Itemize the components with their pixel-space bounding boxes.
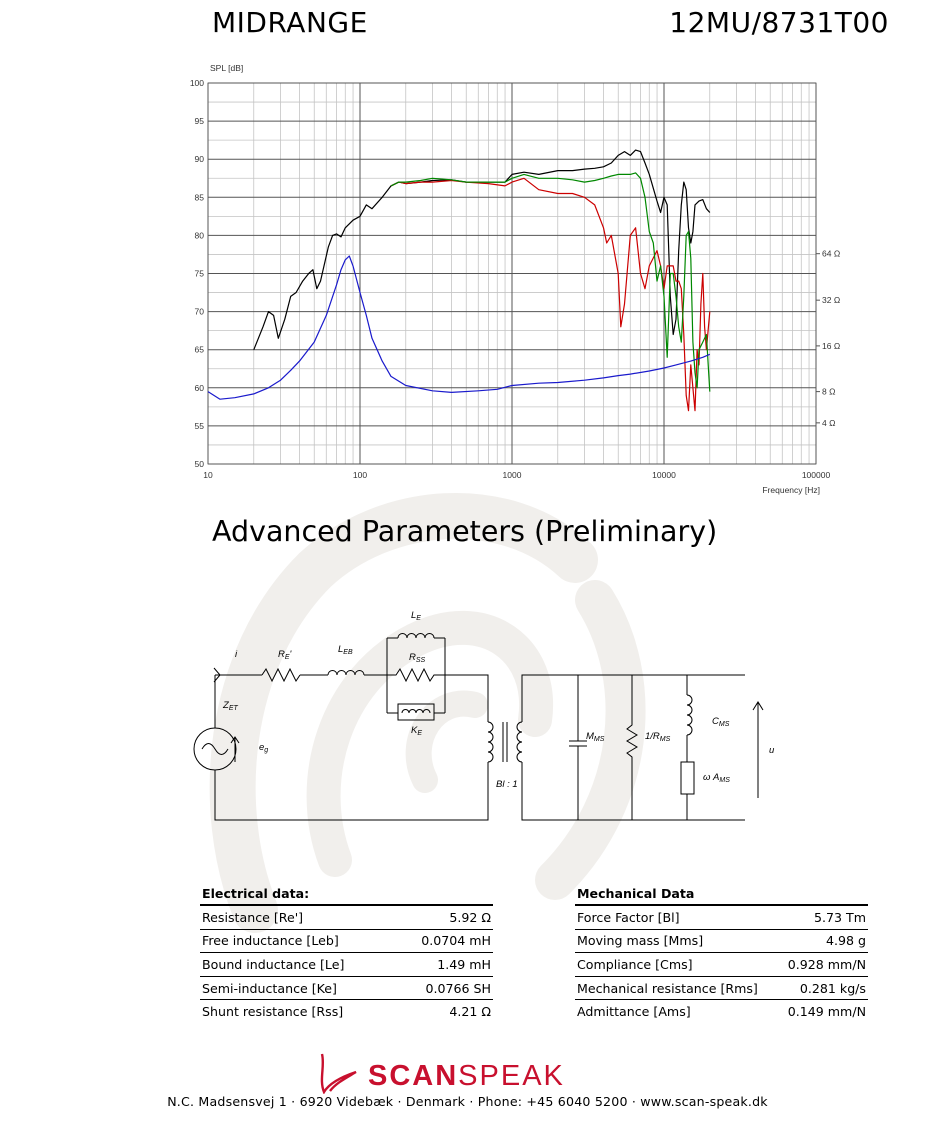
- param-value: 1.49 mH: [395, 953, 493, 977]
- data-row: [200, 953, 493, 977]
- le-label: $L_E$: [411, 610, 421, 622]
- electrical-data-title: Electrical data:: [202, 885, 310, 901]
- impedance-tick-label: 64 Ω: [822, 248, 841, 259]
- y-tick-label: 65: [194, 344, 204, 355]
- ams-label: ω $A_{MS}$: [703, 772, 730, 784]
- current-label: i: [235, 649, 238, 660]
- logo-swoosh-icon: [322, 1054, 356, 1092]
- re-label: $R_E'$: [278, 649, 292, 661]
- param-value: 0.0704 mH: [395, 929, 493, 953]
- data-row: [200, 976, 493, 1000]
- x-tick-labels: [203, 470, 830, 480]
- product-model-number: 12MU/8731T00: [669, 6, 889, 39]
- mms-label: $M_{MS}$: [586, 731, 605, 743]
- cms-label: $C_{MS}$: [712, 716, 730, 728]
- mechanical-data-title: Mechanical Data: [577, 885, 695, 901]
- y-tick-label: 100: [189, 78, 204, 88]
- section-heading: Advanced Parameters (Preliminary): [212, 515, 718, 548]
- impedance-tick-label: 16 Ω: [822, 340, 841, 351]
- x-tick-label: 100: [352, 470, 368, 480]
- y-tick-labels: [190, 78, 204, 469]
- velocity-label: u: [769, 745, 775, 756]
- param-label: Shunt resistance [Rss]: [200, 1000, 395, 1023]
- ke-label: $K_E$: [411, 725, 423, 737]
- param-value: 5.73 Tm: [778, 905, 868, 929]
- y-tick-label: 50: [194, 459, 204, 469]
- x-axis-label: Frequency [Hz]: [762, 485, 820, 495]
- param-label: Resistance [Re']: [200, 905, 395, 929]
- scanspeak-logo: [316, 1052, 626, 1094]
- y-tick-label: 85: [194, 192, 204, 203]
- data-row: [575, 905, 868, 929]
- data-row: [200, 929, 493, 953]
- x-tick-label: 1000: [502, 470, 522, 480]
- impedance-tick-label: 32 Ω: [822, 295, 841, 306]
- param-label: Bound inductance [Le]: [200, 953, 395, 977]
- impedance-tick-labels: [816, 249, 840, 428]
- param-label: Force Factor [Bl]: [575, 905, 778, 929]
- param-value: 0.281 kg/s: [778, 976, 868, 1000]
- bl-label: Bl : 1: [496, 779, 518, 790]
- mechanical-data-table: [575, 882, 868, 1023]
- param-value: 4.98 g: [778, 929, 868, 953]
- brand-name-light: SPEAK: [458, 1060, 565, 1092]
- electrical-data-table: [200, 882, 493, 1023]
- equivalent-circuit-diagram: [180, 600, 780, 830]
- y-tick-label: 60: [194, 382, 204, 393]
- data-row: [575, 1000, 868, 1023]
- y-axis-label: SPL [dB]: [210, 63, 244, 73]
- product-category-title: MIDRANGE: [212, 6, 368, 39]
- param-label: Semi-inductance [Ke]: [200, 976, 395, 1000]
- param-label: Moving mass [Mms]: [575, 929, 778, 953]
- param-value: 0.928 mm/N: [778, 953, 868, 977]
- y-tick-label: 70: [194, 306, 204, 317]
- svg-text:SCANSPEAK: [368, 1060, 565, 1092]
- param-label: Compliance [Cms]: [575, 953, 778, 977]
- y-tick-label: 90: [194, 154, 204, 165]
- brand-name-bold: SCAN: [368, 1060, 459, 1092]
- leb-label: $L_{EB}$: [338, 644, 353, 656]
- x-tick-label: 100000: [801, 470, 831, 480]
- x-tick-label: 10000: [652, 470, 676, 480]
- param-label: Admittance [Ams]: [575, 1000, 778, 1023]
- zet-label: $Z_{ET}$: [223, 700, 238, 712]
- param-value: 4.21 Ω: [395, 1000, 493, 1023]
- data-row: [200, 1000, 493, 1023]
- data-row: [575, 929, 868, 953]
- param-label: Mechanical resistance [Rms]: [575, 976, 778, 1000]
- param-value: 0.0766 SH: [395, 976, 493, 1000]
- footer-contact: N.C. Madsensvej 1 · 6920 Videbæk · Denmark · Phone: +45 6040 5200 · www.scan-speak.dk: [167, 1094, 768, 1109]
- data-row: [575, 953, 868, 977]
- frequency-response-chart: [0, 50, 935, 500]
- param-label: Free inductance [Leb]: [200, 929, 395, 953]
- y-tick-label: 80: [194, 230, 204, 241]
- data-row: [200, 905, 493, 929]
- impedance-tick-label: 4 Ω: [822, 417, 836, 428]
- eg-label: $e_g$: [259, 742, 269, 754]
- y-tick-label: 55: [194, 420, 204, 431]
- y-tick-label: 95: [194, 116, 204, 127]
- rss-label: $R_{SS}$: [409, 652, 426, 664]
- impedance-tick-label: 8 Ω: [822, 386, 836, 397]
- x-tick-label: 10: [203, 470, 213, 480]
- y-tick-label: 75: [194, 268, 204, 279]
- rms-label: $1/R_{MS}$: [645, 731, 671, 743]
- param-value: 0.149 mm/N: [778, 1000, 868, 1023]
- data-row: [575, 976, 868, 1000]
- param-value: 5.92 Ω: [395, 905, 493, 929]
